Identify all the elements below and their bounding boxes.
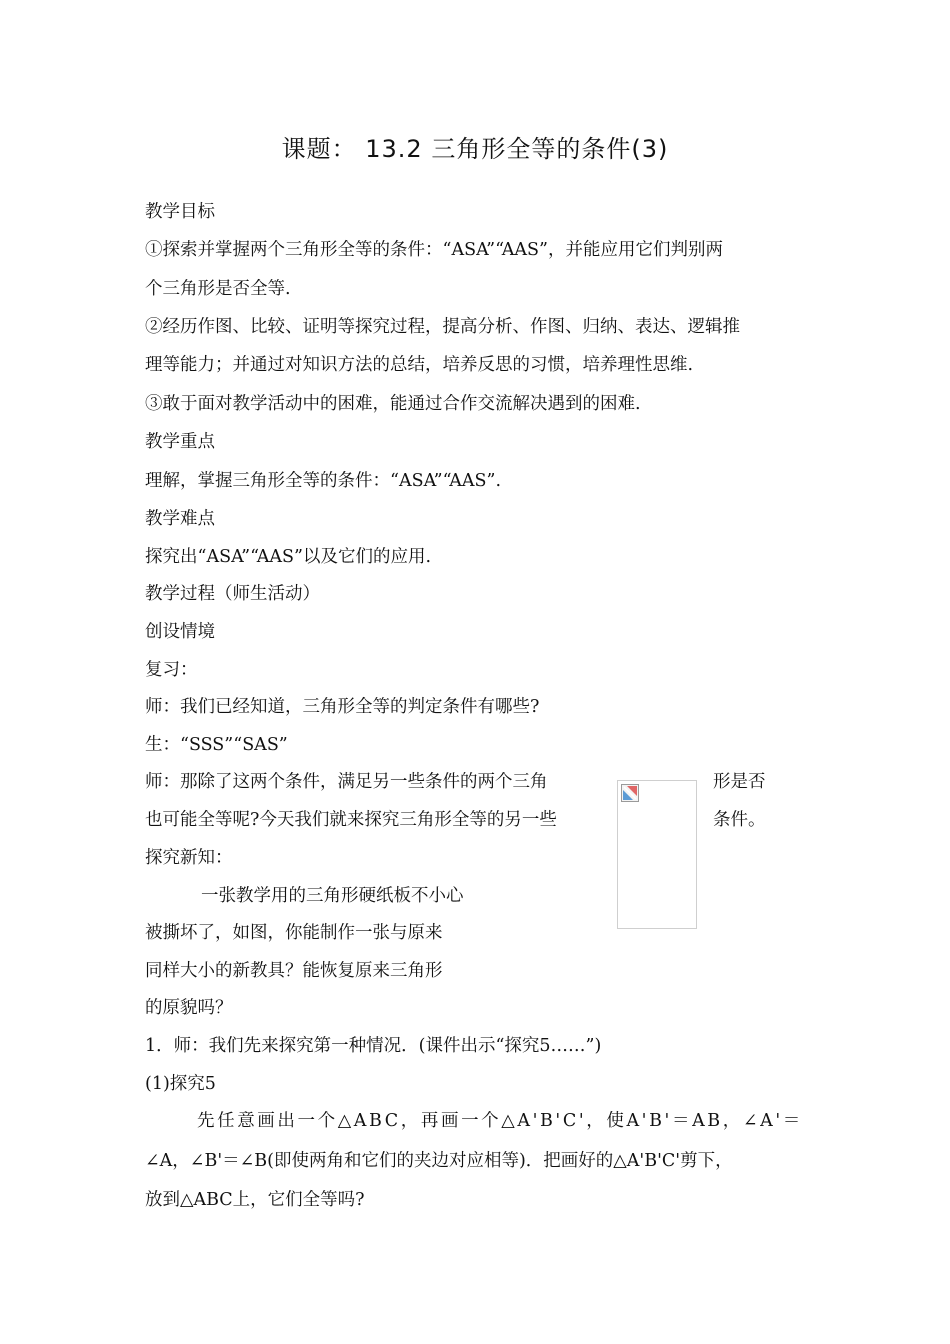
heading-difficulties: 教学难点: [145, 509, 215, 529]
heading-scenario: 创设情境: [145, 622, 215, 642]
scenario-text-1: 一张教学用的三角形硬纸板不小心: [201, 886, 464, 906]
page-title: 课题： 13.2 三角形全等的条件(3): [281, 135, 669, 163]
teacher-remark-part1: 师：那除了这两个条件，满足另一些条件的两个三角: [145, 772, 548, 792]
scenario-text-3: 同样大小的新教具？能恢复原来三角形: [145, 961, 443, 981]
teacher-question: 师：我们已经知道，三角形全等的判定条件有哪些?: [145, 697, 540, 717]
objective-1-cont: 个三角形是否全等.: [145, 279, 291, 299]
review-label: 复习：: [145, 660, 198, 680]
teacher-remark-part2: 形是否: [713, 772, 766, 792]
scenario-text-4: 的原貌吗？: [145, 998, 233, 1018]
figure-image-placeholder: [617, 780, 697, 929]
explore-5-text-2: ∠A，∠B'＝∠B(即使两角和它们的夹边对应相等)．把画好的△A'B'C'剪下，: [145, 1151, 733, 1171]
heading-new-knowledge: 探究新知：: [145, 848, 233, 868]
key-points-text: 理解，掌握三角形全等的条件：“ASA”“AAS”.: [145, 471, 502, 491]
objective-2-cont: 理等能力；并通过对知识方法的总结，培养反思的习惯，培养理性思维.: [145, 355, 694, 375]
explore-5-heading: (1)探究5: [145, 1074, 216, 1094]
scenario-text-2: 被撕坏了，如图，你能制作一张与原来: [145, 923, 443, 943]
student-answer: 生：“SSS”“SAS”: [145, 735, 288, 755]
objective-1: ①探索并掌握两个三角形全等的条件：“ASA”“AAS”，并能应用它们判别两: [145, 240, 723, 260]
objective-3: ③敢于面对教学活动中的困难，能通过合作交流解决遇到的困难.: [145, 394, 641, 414]
teacher-remark-cont-part2: 条件。: [713, 810, 766, 830]
explore-5-text-1: 先任意画出一个△ABC，再画一个△A'B'C'，使A'B'＝AB，∠A'＝: [197, 1111, 803, 1131]
teacher-remark-cont-part1: 也可能全等呢?今天我们就来探究三角形全等的另一些: [145, 810, 557, 830]
broken-image-icon: [621, 784, 639, 802]
explore-5-text-3: 放到△ABC上，它们全等吗?: [145, 1190, 365, 1210]
heading-key-points: 教学重点: [145, 432, 215, 452]
heading-process: 教学过程（师生活动）: [145, 584, 320, 604]
difficulties-text: 探究出“ASA”“AAS”以及它们的应用.: [145, 547, 432, 567]
heading-objectives: 教学目标: [145, 202, 215, 222]
step-1-text: 1．师：我们先来探究第一种情况．(课件出示“探究5……”): [145, 1036, 602, 1056]
objective-2: ②经历作图、比较、证明等探究过程，提高分析、作图、归纳、表达、逻辑推: [145, 317, 740, 337]
